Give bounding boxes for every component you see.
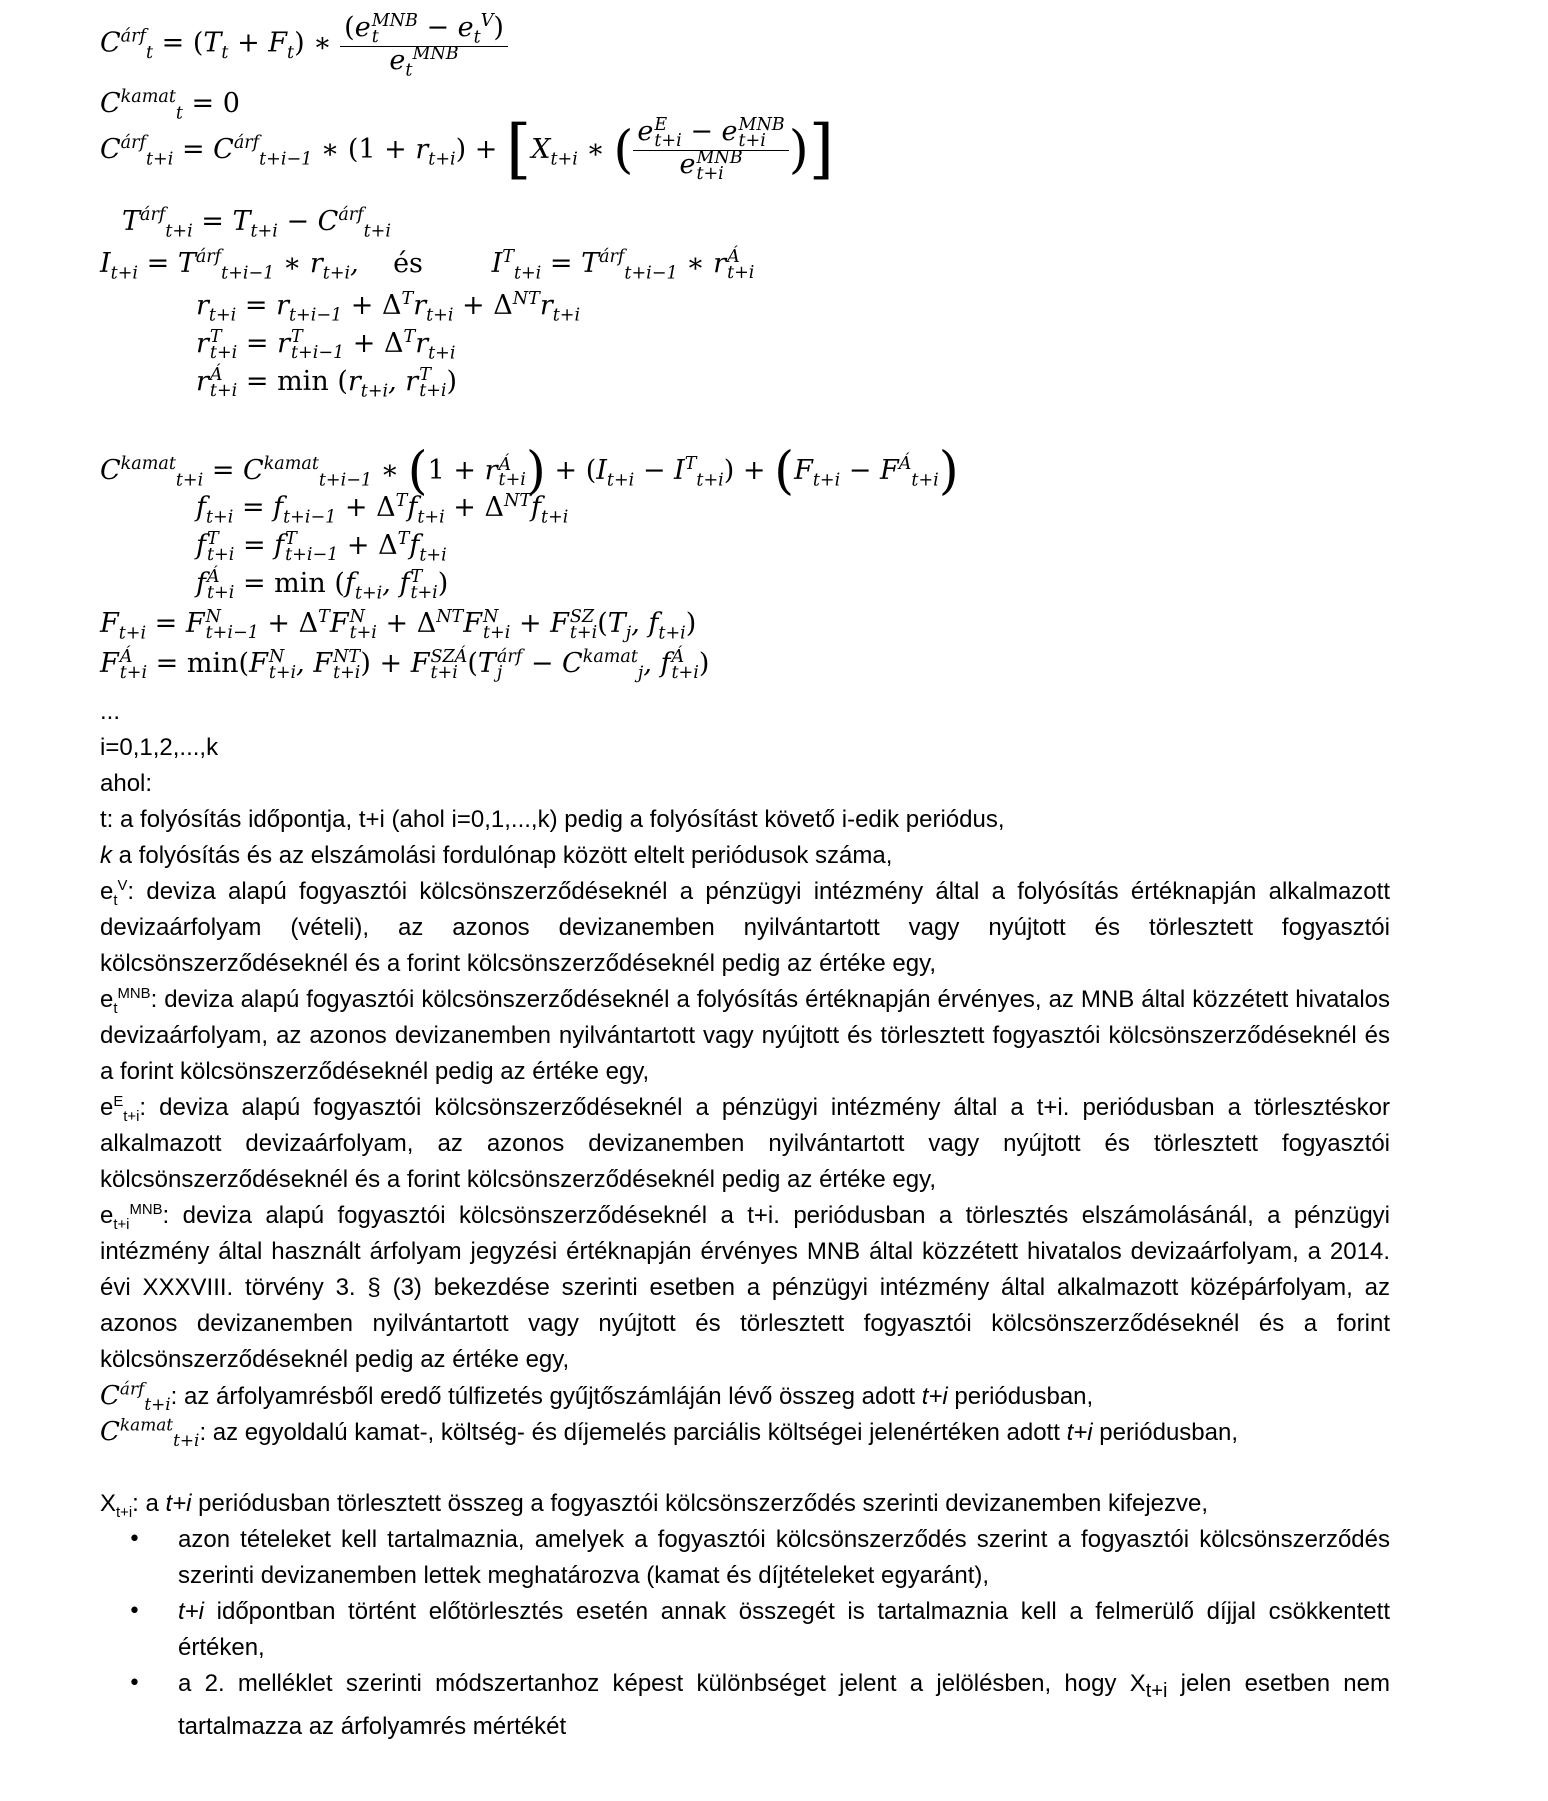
formula-t-arf: $T^{árf}_{t+i} = T_{t+i} - C^{árf}_{t+i}$ — [122, 205, 391, 242]
formula-c-kamat-ti: $C^{kamat}_{t+i} = C^{kamat}_{t+i-1}$ ∗ (1 + r Á t+i ) + $(I_{t+i} - I^T_{t+i}) + (F_{t+i} - F^Á_{t+i})$ — [100, 441, 959, 501]
def-carf-text-end: periódusban, — [947, 1383, 1094, 1410]
formula-c-kamat-t: $C^{kamat}_t = 0$ — [100, 87, 240, 124]
bullet-item-2-text: időpontban történt előtörlesztés esetén annak összegét is tartalmaznia kell a felmerülő díjjal csökkentett értéken, — [178, 1598, 1390, 1661]
formula-c-arf-t: $C^{árf}_t = (T_t + F_t)$ ∗ (e MNB t − $e_t^V$) $e_t^{MNB}$ — [100, 14, 508, 74]
bullet-item-1: azon tételeket kell tartalmaznia, amelyek a fogyasztói kölcsönszerződés szerint a fogyasztói kölcsönszerződés szerinti devizanemben lettek meghatározva (kamat és díjtételeket egyaránt), — [178, 1526, 1390, 1589]
bullet-item-3: a 2. melléklet szerinti módszertanhoz képest különbséget jelent a jelölésben, hogy $X_{t+i}$ jelen esetben nem tartalmazza az árfolyamrés mértékét — [178, 1670, 1390, 1740]
def-x: $X_{t+i}$: a t+i periódusban törlesztett összeg a fogyasztói kölcsönszerződés szerinti devizanemben kifejezve, — [100, 1490, 1209, 1521]
ellipsis: ... — [100, 698, 121, 725]
def-etv: $e_t^V$: deviza alapú fogyasztói kölcsönszerződéseknél a pénzügyi intézmény által a folyósítás értéknapján alkalmazott devizaárfolyam (vételi), az azonos devizanemben nyilvántartott vagy nyújtott és törlesztett fogyasztói kölcsönszerződéseknél és a forint kölcsönszerződéseknél pedig az értéke egy, — [100, 878, 1390, 977]
def-k — [100, 838, 1390, 874]
ahol-label: ahol: — [100, 770, 153, 797]
formula-c-arf-ti: $C^{árf}_{t+i} = C^{árf}_{t+i-1}$ ∗ $(1 + r_{t+i}) + [X_{t+i}$ ∗ ( e E t+i − e MNB t+i e MNB t+i )] — [100, 112, 834, 188]
def-ete-text: : deviza alapú fogyasztói kölcsönszerződéseknél a pénzügyi intézmény által a t+i. periódusban a törlesztéskor alkalmazott devizaárfolyam, az azonos devizanemben nyilvántartott vagy nyújtott és törlesztett fogyasztói kölcsönszerződéseknél és a forint kölcsönszerződéseknél pedig az értéke egy, — [100, 1094, 1390, 1193]
def-x-text-end: periódusban törlesztett összeg a fogyasztói kölcsönszerződés szerinti devizanemben kifejezve, — [191, 1490, 1209, 1517]
min-operator: min — [277, 366, 329, 397]
bullet-dot: • — [128, 1527, 141, 1552]
formula-f-a: f Á t+i = $\min (f_{t+i}$, f T t+i ) — [196, 567, 449, 604]
var-ti: t+i — [178, 1598, 205, 1625]
formula-r-a: r Á t+i = $\min (r_{t+i}$, r T t+i ) — [196, 365, 458, 402]
def-ckamat-text-end: periódusban, — [1092, 1419, 1239, 1446]
formula-r-t: r T t+i = r T t+i−1 + $\Delta^Tr_{t+i}$ — [196, 327, 456, 364]
def-etimnb-text: : deviza alapú fogyasztói kölcsönszerződéseknél a t+i. periódusban a törlesztés elszámolásánál, a pénzügyi intézmény által használt árfolyam jegyzési értéknapján érvényes MNB által közzétett hivatalos devizaárfolyam, a 2014. évi XXXVIII. törvény 3. § (3) bekezdése szerinti esetben a pénzügyi intézmény által alkalmazott középárfolyam, az azonos devizanemben nyilvántartott vagy nyújtott és törlesztett fogyasztói kölcsönszerződéseknél és a forint kölcsönszerződéseknél pedig az értéke egy, — [100, 1202, 1390, 1373]
formula-f: $f_{t+i} = f_{t+i-1} + \Delta^Tf_{t+i} + \Delta^{NT}f_{t+i}$ — [196, 491, 569, 528]
var-ti: t+i — [1066, 1419, 1093, 1446]
formula-interest: $I_{t+i} = T^{árf}_{t+i-1}$ ∗ $r_{t+i}$, és $I^T_{t+i} = T^{árf}_{t+i-1}$ ∗ r Á t+i — [100, 247, 755, 284]
bullet-item-3-text: a 2. melléklet szerinti módszertanhoz képest különbséget jelent a jelölésben, hogy X — [178, 1670, 1146, 1697]
def-carf-text: : az árfolyamrésből eredő túlfizetés gyűjtőszámláján lévő összeg adott — [170, 1383, 922, 1410]
def-x-text: : a — [132, 1490, 166, 1517]
def-k-text: a folyósítás és az elszámolási fordulónap között eltelt periódusok száma, — [112, 842, 893, 869]
index-range: i=0,1,2,...,k — [100, 734, 219, 761]
def-etmnb-text: : deviza alapú fogyasztói kölcsönszerződéseknél a folyósítás értéknapján érvényes, az MNB által közzétett hivatalos devizaárfolyam, az azonos devizanemben nyilvántartott vagy nyújtott és törlesztett fogyasztói kölcsönszerződéseknél és a forint kölcsönszerződéseknél pedig az értéke egy, — [100, 986, 1390, 1085]
def-ckamat-text: : az egyoldalú kamat-, költség- és díjemelés parciális költségei jelenértéken adott — [199, 1419, 1067, 1446]
def-ete: $e^E_{t+i}$: deviza alapú fogyasztói kölcsönszerződéseknél a pénzügyi intézmény által a t+i. periódusban a törlesztéskor alkalmazott devizaárfolyam, az azonos devizanemben nyilvántartott vagy nyújtott és törlesztett fogyasztói kölcsönszerződéseknél és a forint kölcsönszerződéseknél pedig az értéke egy, — [100, 1094, 1390, 1193]
def-ckamat: $C^{kamat}_{t+i}$: az egyoldalú kamat-, költség- és díjemelés parciális költségei jelenértéken adott t+i periódusban, — [100, 1414, 1239, 1451]
formula-f-t: f T t+i = f T t+i−1 + $\Delta^Tf_{t+i}$ — [196, 529, 447, 566]
formula-F-a: F Á t+i = min(F N t+i , F NT t+i ) + F SZÁ t+i (T árf j − $C^{kamat}_j$, f Á t+i ) — [100, 647, 710, 684]
bullet-item-2 — [178, 1594, 1390, 1666]
var-ti: t+i — [165, 1490, 192, 1517]
bullet-item-3-text-end: jelen esetben nem tartalmazza az árfolyamrés mértékét — [178, 1670, 1390, 1740]
def-etmnb: $e_t^{MNB}$: deviza alapú fogyasztói kölcsönszerződéseknél a folyósítás értéknapján érvényes, az MNB által közzétett hivatalos devizaárfolyam, az azonos devizanemben nyilvántartott vagy nyújtott és törlesztett fogyasztói kölcsönszerződéseknél és a forint kölcsönszerződéseknél pedig az értéke egy, — [100, 986, 1390, 1085]
and-word: és — [393, 248, 423, 279]
var-ti: t+i — [921, 1383, 948, 1410]
def-t: t: a folyósítás időpontja, t+i (ahol i=0,1,...,k) pedig a folyósítást követő i-edik periódus, — [100, 806, 1005, 833]
formula-r: $r_{t+i} = r_{t+i-1} + \Delta^Tr_{t+i} + \Delta^{NT}r_{t+i}$ — [196, 289, 581, 326]
def-carf: $C^{árf}_{t+i}$: az árfolyamrésből eredő túlfizetés gyűjtőszámláján lévő összeg adott t+i periódusban, — [100, 1378, 1094, 1415]
min-operator: min — [274, 568, 326, 599]
bullet-dot: • — [128, 1671, 141, 1696]
min-operator: min — [186, 648, 239, 679]
var-k: k — [100, 842, 112, 869]
formula-F: $F_{t+i} = F$ N t+i−1 + $\Delta^TF$ N t+i + $\Delta^{NT}F$ N t+i + F SZ t+i ($T_j$, $f_{t+i}$) — [100, 607, 697, 644]
def-etimnb: $e_{t+i}^{MNB}$: deviza alapú fogyasztói kölcsönszerződéseknél a t+i. periódusban a törlesztés elszámolásánál, a pénzügyi intézmény által használt árfolyam jegyzési értéknapján érvényes MNB által közzétett hivatalos devizaárfolyam, a 2014. évi XXXVIII. törvény 3. § (3) bekezdése szerinti esetben a pénzügyi intézmény által alkalmazott középárfolyam, az azonos devizanemben nyilvántartott vagy nyújtott és törlesztett fogyasztói kölcsönszerződéseknél és a forint kölcsönszerződéseknél pedig az értéke egy, — [100, 1202, 1390, 1373]
bullet-dot: • — [128, 1599, 141, 1624]
def-etv-text: : deviza alapú fogyasztói kölcsönszerződéseknél a pénzügyi intézmény által a folyósítás értéknapján alkalmazott devizaárfolyam (vételi), az azonos devizanemben nyilvántartott vagy nyújtott és törlesztett fogyasztói kölcsönszerződéseknél és a forint kölcsönszerződéseknél pedig az értéke egy, — [100, 878, 1390, 977]
